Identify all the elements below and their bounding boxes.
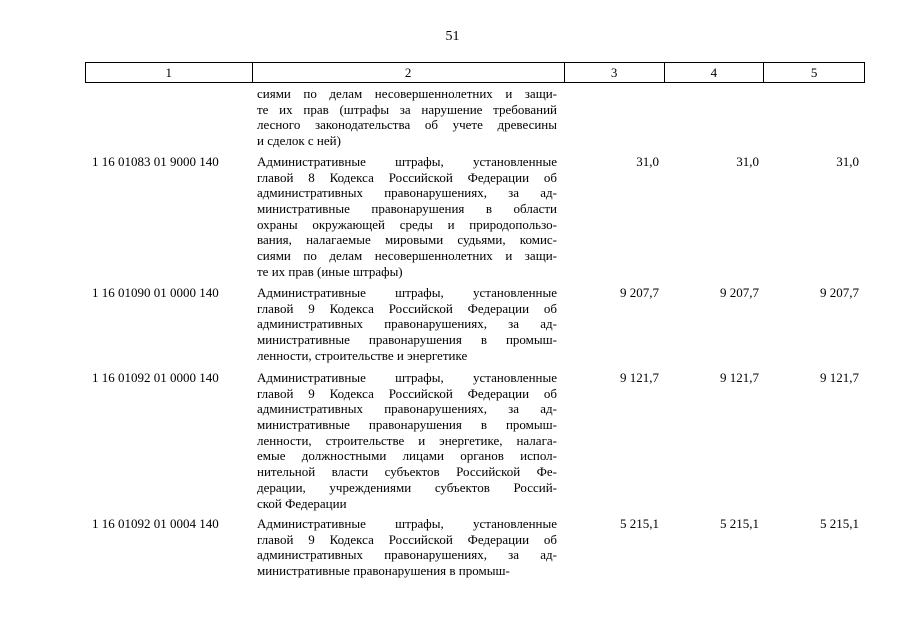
description-line: министративные правонарушения в области — [257, 201, 557, 217]
value-column-4: 9 207,7 — [720, 285, 759, 300]
description-line: ской Федерации — [257, 495, 347, 511]
column-header-1: 1 — [86, 63, 253, 82]
description-line: сиями по делам несовершеннолетних и защи- — [257, 86, 557, 101]
column-header-2: 2 — [253, 63, 565, 82]
column-header-5: 5 — [810, 65, 818, 80]
description-line: министративные правонарушения в промыш- — [257, 417, 557, 433]
description-line: административных правонарушениях, за ад- — [257, 185, 557, 201]
description-line: министративные правонарушения в промыш- — [257, 563, 510, 579]
value-column-4: 31,0 — [736, 154, 759, 169]
description-line: главой 8 Кодекса Российской Федерации об — [257, 169, 557, 185]
description-line: дерации, учреждениями субъектов Россий- — [257, 479, 557, 495]
kbk-code: 1 16 01092 01 0000 140 — [92, 370, 219, 385]
description-line: охраны окружающей среды и природопользо- — [257, 216, 557, 232]
description-line: вания, налагаемые мировыми судьями, комис- — [257, 232, 557, 248]
value-column-5: 31,0 — [836, 154, 859, 169]
income-description — [257, 154, 557, 280]
description-line: ленности, строительстве и энергетике, налага- — [257, 432, 557, 448]
description-line: сиями по делам несовершеннолетних и защи- — [257, 248, 557, 264]
description-line: ленности, строительстве и энергетике — [257, 347, 468, 363]
description-line: и сделок с ней) — [257, 133, 341, 149]
income-description — [257, 86, 557, 149]
description-line: те их прав (иные штрафы) — [257, 263, 403, 279]
description-line: административных правонарушениях, за ад- — [257, 316, 557, 332]
value-column-3: 9 207,7 — [620, 285, 659, 300]
column-header-4: 4 — [665, 63, 765, 82]
description-line: те их прав (штрафы за нарушение требований — [257, 101, 557, 117]
value-column-5: 9 121,7 — [820, 370, 859, 385]
value-column-3: 9 121,7 — [620, 370, 659, 385]
description-line: лесного законодательства об учете древесины — [257, 117, 557, 133]
value-column-4: 5 215,1 — [720, 516, 759, 531]
description-line: Административные штрафы, установленные — [257, 285, 557, 300]
description-line: главой 9 Кодекса Российской Федерации об — [257, 300, 557, 316]
value-column-5: 9 207,7 — [820, 285, 859, 300]
table-header — [85, 62, 865, 83]
description-line: министративные правонарушения в промыш- — [257, 332, 557, 348]
description-line: нительной власти субъектов Российской Фе- — [257, 464, 557, 480]
page-number: 51 — [445, 29, 460, 44]
description-line: главой 9 Кодекса Российской Федерации об — [257, 531, 557, 547]
description-line: Административные штрафы, установленные — [257, 370, 557, 385]
kbk-code: 1 16 01090 01 0000 140 — [92, 285, 219, 300]
value-column-4: 9 121,7 — [720, 370, 759, 385]
description-line: административных правонарушениях, за ад- — [257, 547, 557, 563]
value-column-5: 5 215,1 — [820, 516, 859, 531]
description-line: Административные штрафы, установленные — [257, 516, 557, 531]
income-description — [257, 370, 557, 511]
column-header-3: 3 — [565, 63, 665, 82]
income-description — [257, 285, 557, 363]
income-description — [257, 516, 557, 579]
value-column-3: 5 215,1 — [620, 516, 659, 531]
kbk-code: 1 16 01083 01 9000 140 — [92, 154, 219, 169]
description-line: Административные штрафы, установленные — [257, 154, 557, 169]
description-line: емые должностными лицами органов испол- — [257, 448, 557, 464]
description-line: административных правонарушениях, за ад- — [257, 401, 557, 417]
value-column-3: 31,0 — [636, 154, 659, 169]
kbk-code: 1 16 01092 01 0004 140 — [92, 516, 219, 531]
description-line: главой 9 Кодекса Российской Федерации об — [257, 385, 557, 401]
